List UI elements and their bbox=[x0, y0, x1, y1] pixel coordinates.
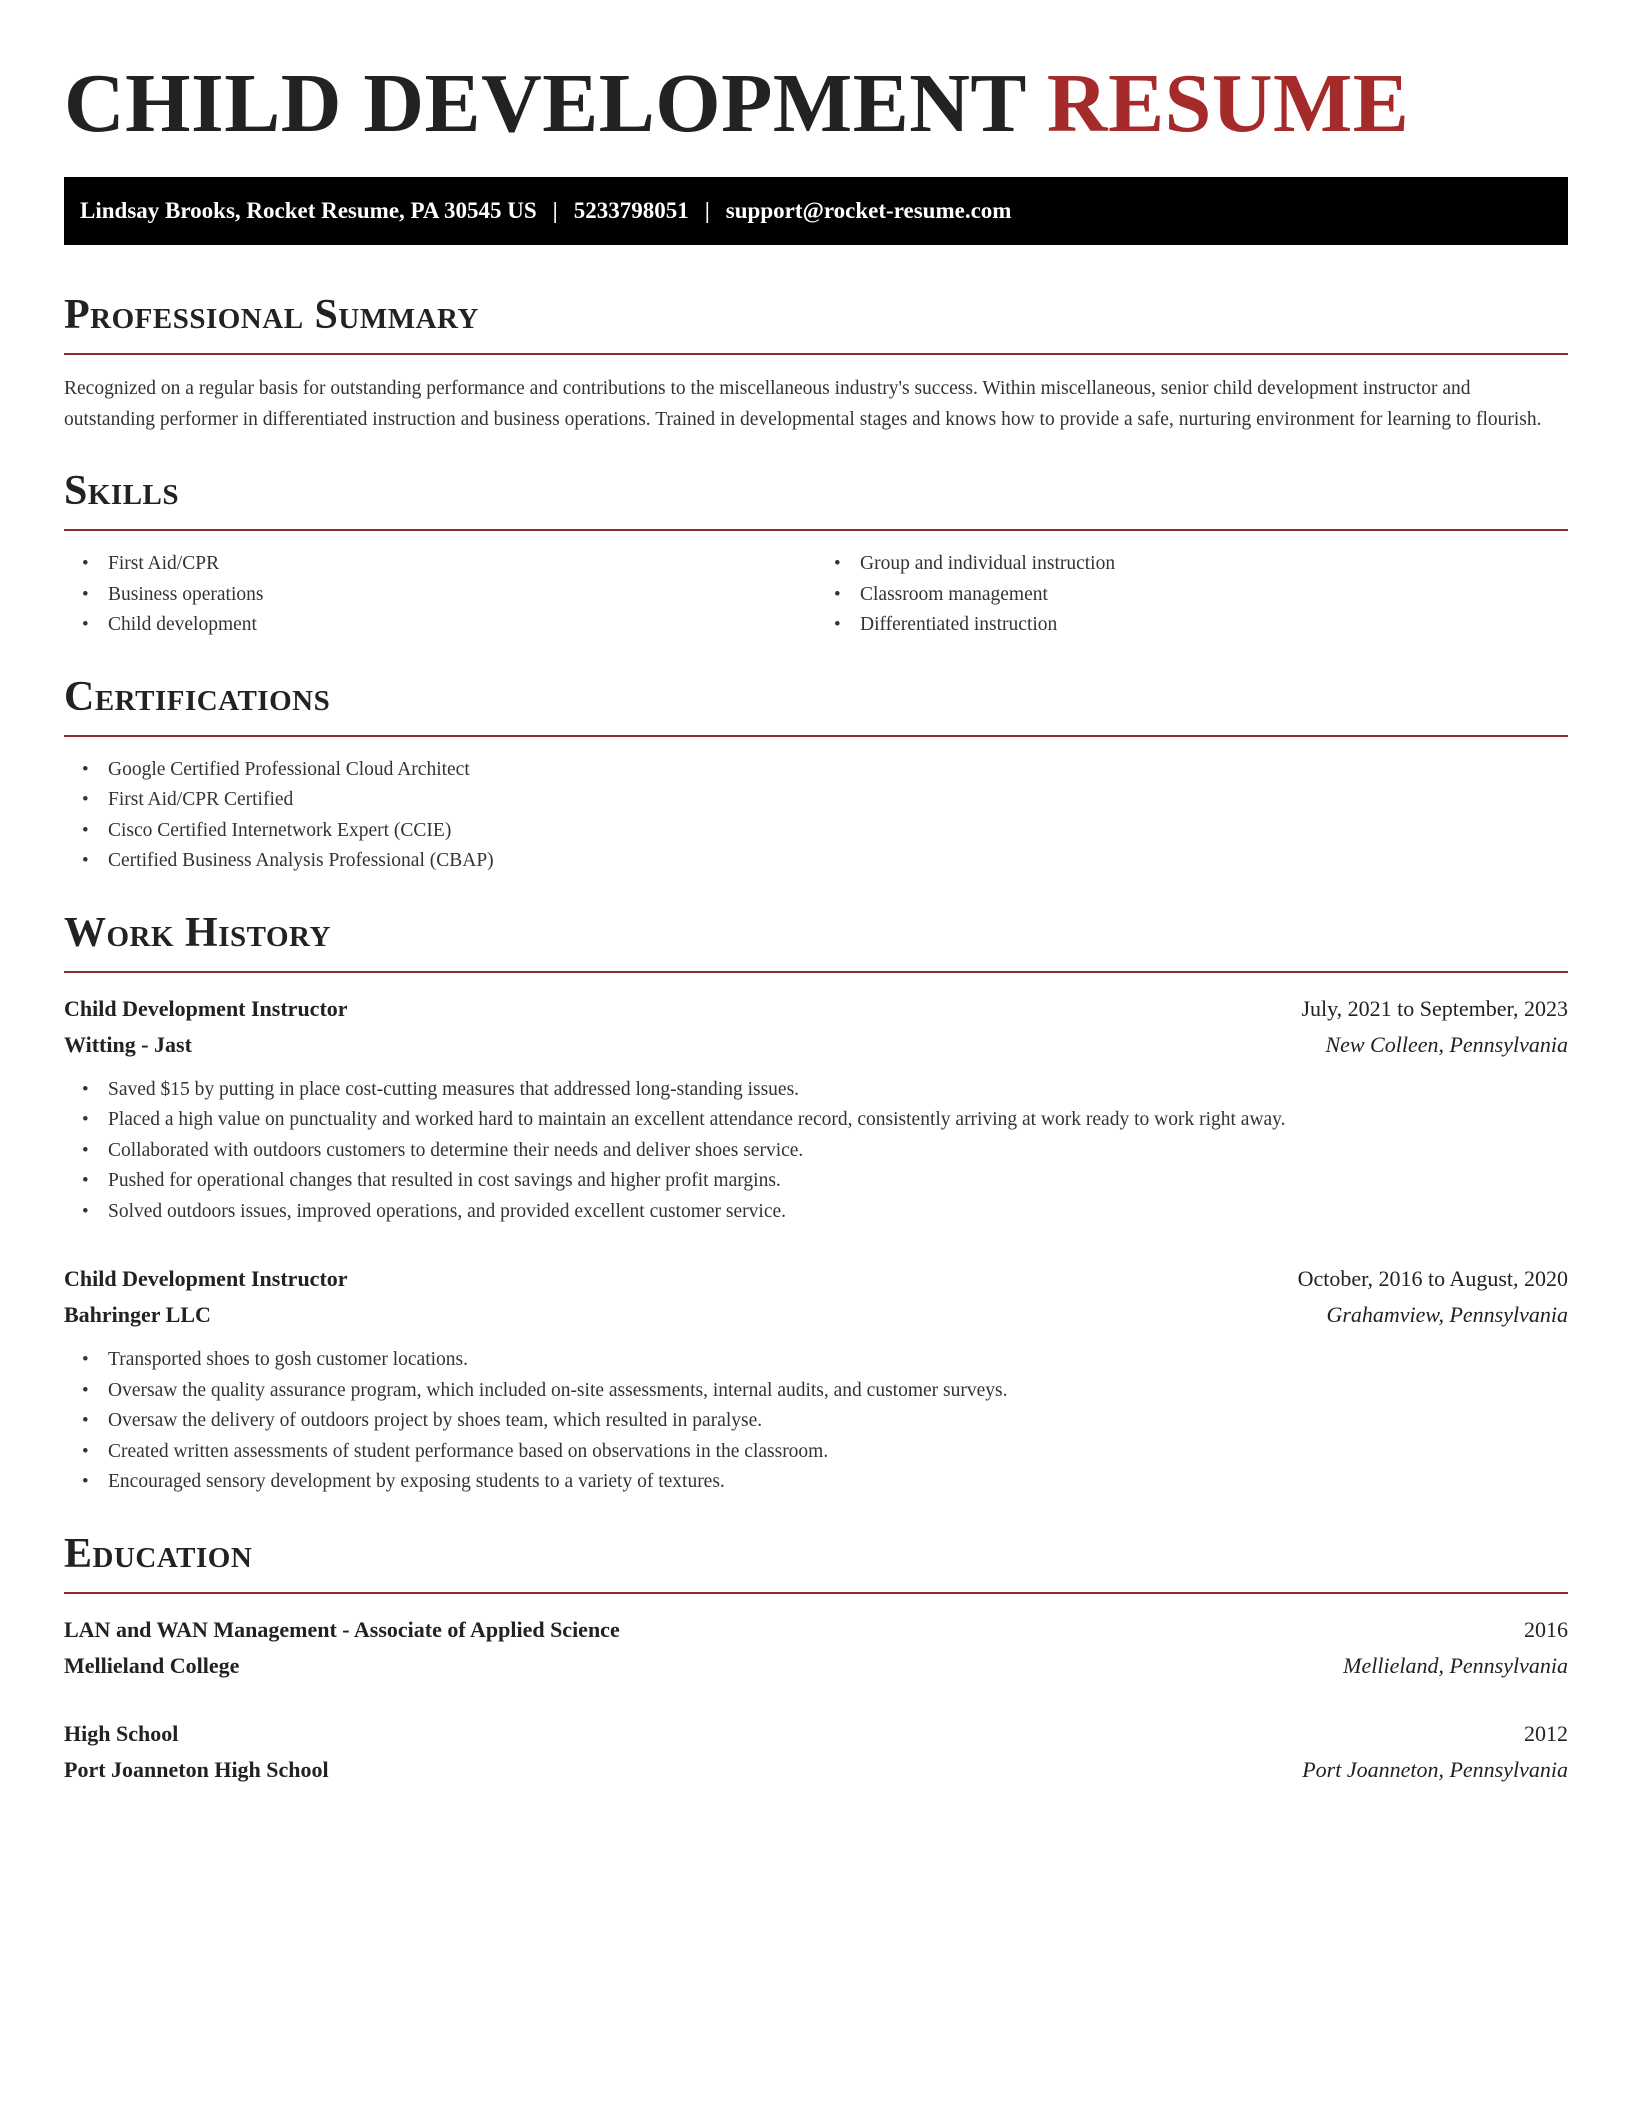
title-main: CHILD DEVELOPMENT bbox=[64, 57, 1026, 150]
job-bullet: • Placed a high value on punctuality and worked hard to maintain an excellent attendance record, consistently arriving at work ready to work right away. bbox=[108, 1105, 1568, 1136]
job-bullet: • Saved $15 by putting in place cost-cutting measures that addressed long-standing issues. bbox=[108, 1075, 1568, 1106]
work-history-section bbox=[64, 907, 1568, 1498]
certification-item: • Certified Business Analysis Professional (CBAP) bbox=[108, 846, 1568, 877]
certifications-list bbox=[64, 755, 1568, 877]
job-location: Grahamview, Pennsylvania bbox=[1326, 1302, 1568, 1327]
job-bullet: • Created written assessments of student performance based on observations in the classroom. bbox=[108, 1437, 1568, 1468]
section-divider bbox=[64, 735, 1568, 737]
education-school-row bbox=[64, 1648, 1568, 1684]
section-heading: Professional Summary bbox=[64, 292, 479, 338]
job-company: Bahringer LLC bbox=[64, 1302, 211, 1327]
contact-address: Lindsay Brooks, Rocket Resume, PA 30545 US bbox=[80, 198, 537, 223]
education-school: Port Joanneton High School bbox=[64, 1756, 329, 1782]
job-header-row bbox=[64, 991, 1568, 1027]
education-degree: LAN and WAN Management - Associate of Applied Science bbox=[64, 1616, 620, 1642]
job-location: New Colleen, Pennsylvania bbox=[1325, 1031, 1568, 1057]
contact-phone: 5233798051 bbox=[573, 198, 689, 223]
education-year: 2012 bbox=[1524, 1720, 1568, 1746]
education-school-row bbox=[64, 1752, 1568, 1788]
skill-item: • Child development bbox=[108, 610, 816, 641]
contact-separator: | bbox=[552, 198, 558, 223]
section-divider bbox=[64, 971, 1568, 973]
job-entry bbox=[64, 1261, 1568, 1498]
job-bullet: • Solved outdoors issues, improved operations, and provided excellent customer service. bbox=[108, 1197, 1568, 1228]
skills-column-left bbox=[64, 549, 816, 641]
certification-item: • Cisco Certified Internetwork Expert (CCIE) bbox=[108, 816, 1568, 847]
section-divider bbox=[64, 1592, 1568, 1594]
job-entry bbox=[64, 991, 1568, 1228]
job-company-row bbox=[64, 1297, 1568, 1333]
job-company-row bbox=[64, 1027, 1568, 1063]
job-bullet: • Oversaw the delivery of outdoors project by shoes team, which resulted in paralyse. bbox=[108, 1406, 1568, 1437]
skill-item: • Classroom management bbox=[860, 580, 1568, 611]
contact-separator: | bbox=[704, 198, 710, 223]
section-divider bbox=[64, 529, 1568, 531]
job-title: Child Development Instructor bbox=[64, 995, 348, 1021]
skills-section bbox=[64, 465, 1568, 641]
resume-title bbox=[64, 50, 1568, 158]
job-bullet: • Encouraged sensory development by exposing students to a variety of textures. bbox=[108, 1467, 1568, 1498]
education-school: Mellieland College bbox=[64, 1652, 240, 1678]
skill-item: • Differentiated instruction bbox=[860, 610, 1568, 641]
summary-section bbox=[64, 289, 1568, 435]
certifications-section bbox=[64, 671, 1568, 877]
education-header-row bbox=[64, 1612, 1568, 1648]
job-bullet: • Collaborated with outdoors customers to determine their needs and deliver shoes service. bbox=[108, 1136, 1568, 1167]
section-heading: Certifications bbox=[64, 673, 331, 720]
section-heading: Education bbox=[64, 1530, 253, 1577]
job-dates: October, 2016 to August, 2020 bbox=[1297, 1266, 1568, 1291]
skills-list bbox=[64, 549, 816, 641]
title-accent: RESUME bbox=[1046, 57, 1410, 150]
summary-text: Recognized on a regular basis for outstanding performance and contributions to the miscellaneous industry's success. Within miscellaneous, senior child development instructor and outstanding performer in differentiated instruction and business operations. Trained in developmental stages and knows how to provide a safe, nurturing environment for learning to flourish. bbox=[64, 378, 1542, 430]
section-divider bbox=[64, 353, 1568, 355]
education-header-row bbox=[64, 1716, 1568, 1752]
contact-email: support@rocket-resume.com bbox=[725, 198, 1012, 223]
education-entry bbox=[64, 1716, 1568, 1788]
job-dates: July, 2021 to September, 2023 bbox=[1301, 995, 1568, 1021]
skills-column-right bbox=[816, 549, 1568, 641]
skill-item: • First Aid/CPR bbox=[108, 549, 816, 580]
education-degree: High School bbox=[64, 1720, 179, 1746]
skill-item: • Group and individual instruction bbox=[860, 549, 1568, 580]
skills-list bbox=[816, 549, 1568, 641]
education-entry bbox=[64, 1612, 1568, 1684]
job-header-row bbox=[64, 1261, 1568, 1297]
education-location: Port Joanneton, Pennsylvania bbox=[1302, 1756, 1568, 1782]
skill-item: • Business operations bbox=[108, 580, 816, 611]
job-company: Witting - Jast bbox=[64, 1031, 192, 1057]
certification-item: • First Aid/CPR Certified bbox=[108, 785, 1568, 816]
section-heading: Skills bbox=[64, 468, 180, 514]
job-bullet: • Pushed for operational changes that resulted in cost savings and higher profit margins. bbox=[108, 1166, 1568, 1197]
section-heading: Work History bbox=[64, 909, 331, 956]
job-bullet: • Oversaw the quality assurance program, which included on-site assessments, internal audits, and customer surveys. bbox=[108, 1376, 1568, 1407]
education-year: 2016 bbox=[1524, 1616, 1568, 1642]
skills-grid bbox=[64, 549, 1568, 641]
job-bullets bbox=[64, 1075, 1568, 1228]
job-bullet: • Transported shoes to gosh customer locations. bbox=[108, 1345, 1568, 1376]
job-title: Child Development Instructor bbox=[64, 1266, 348, 1291]
certification-item: • Google Certified Professional Cloud Architect bbox=[108, 755, 1568, 786]
job-bullets bbox=[64, 1345, 1568, 1498]
education-section bbox=[64, 1528, 1568, 1788]
education-location: Mellieland, Pennsylvania bbox=[1343, 1652, 1568, 1678]
contact-bar bbox=[64, 177, 1568, 245]
